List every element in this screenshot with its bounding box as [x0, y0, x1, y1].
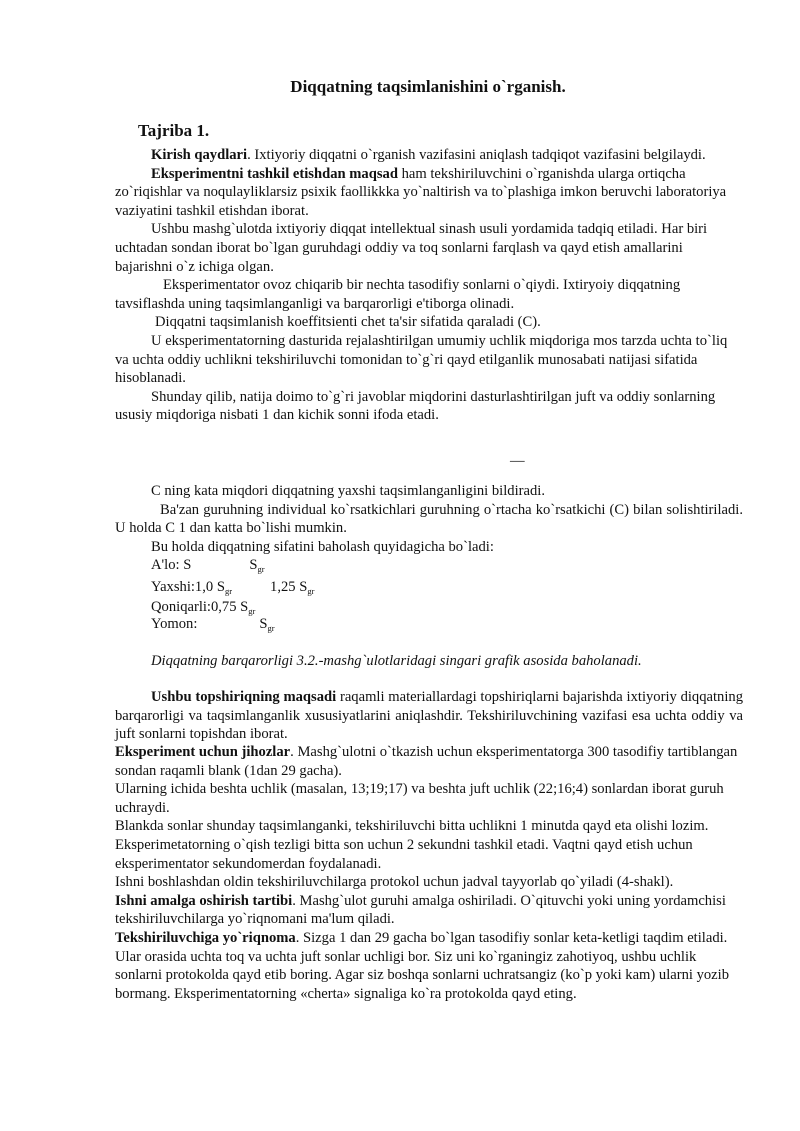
paragraph-calculation: U eksperimentatorning dasturida rejalashtirilgan umumiy uchlik miqdoriga mos tarzda uchta to`liq va uchta oddiy uchlikni tekshiriluvchi tomonidan to`g`ri qayd etilganlik munosabati natijasi sifatida hisoblanadi.	[115, 332, 728, 387]
paragraph-lead: Ushbu topshiriqning maqsadi	[151, 689, 337, 705]
grade-label: Qoniqarli:0,75 S	[151, 599, 249, 615]
paragraph-task-goal	[115, 688, 743, 744]
italic-note: Diqqatning barqarorligi 3.2.-mashg`ulotlaridagi singari grafik asosida baholanadi.	[151, 653, 642, 669]
grade-subscript: gr	[267, 623, 275, 633]
paragraph-text: . Mashg`ulot guruhi amalga oshiriladi. O`qituvchi yoki uning yordamchisi tekshiriluvchilarga yo`riqnomani ma'lum qiladi.	[115, 892, 726, 928]
paragraph-goal	[115, 165, 743, 221]
paragraph-equipment	[115, 743, 743, 780]
grade-label: A'lo: S	[151, 557, 192, 573]
paragraph-lead: Eksperimentni tashkil etishdan maqsad	[151, 165, 398, 182]
intro-section	[115, 146, 743, 425]
paragraph-instruction	[115, 929, 743, 1003]
paragraph-coefficient: Diqqatni taqsimlanish koeffitsienti chet ta'sir sifatida qaraladi (C).	[155, 314, 541, 331]
grade-label: Yomon:	[151, 616, 198, 632]
paragraph-protocol: Ishni boshlashdan oldin tekshiriluvchilarga protokol uchun jadval tayyorlab qo`yiladi (4-shakl).	[115, 874, 674, 891]
formula-placeholder: —	[510, 453, 525, 469]
grade-subscript: gr	[248, 606, 256, 616]
paragraph-text: ham tekshiriluvchini o`rganishda ularga ortiqcha zo`riqishlar va noqulayliklarsiz psixik faollikkka yo`naltirish va to`plashiga imkon beruvchi laboratoriya vaziyatini tashkil etishdan iborat.	[115, 165, 727, 219]
paragraph-lead: Kirish qaydlari	[151, 147, 248, 163]
paragraph-lead: Tekshiriluvchiga yo`riqnoma	[115, 929, 296, 946]
procedure-section	[115, 743, 743, 1003]
paragraph-text: . Ixtiyoriy diqqatni o`rganish vazifasini aniqlash tadqiqot vazifasini belgilaydi.	[247, 147, 706, 163]
task-section	[115, 688, 743, 744]
paragraph-intro	[115, 146, 743, 165]
paragraph-lead: Eksperiment uchun jihozlar	[115, 744, 291, 760]
grade-excellent	[151, 556, 265, 579]
paragraph-text: . Sizga 1 dan 29 gacha bo`lgan tasodifiy sonlar keta-ketligi taqdim etiladi. Ular orasida uchta toq va uchta juft sonlar uchligi bor. Siz uni ko`rganingiz zahotiyoq, ushbu uchlik sonlarni protokolda qayd etib boring. Agar siz boshqa sonlarni uchratsangiz (ko`p yoki kam) ularni yozib bormang. Eksperimentatorning «cherta» signaliga ko`ra protokolda qayd eting.	[115, 929, 730, 1002]
paragraph-order	[115, 892, 743, 929]
paragraph-text: raqamli materiallardagi topshiriqlarni bajarishda ixtiyoriy diqqatning barqarorligi va taqsimlanganlik xususiyatlarini aniqlashdir. Tekshiriluvchining vazifasi esa uchta oddiy va juft sonlarni topishdan iborat.	[115, 689, 743, 743]
paragraph-experimenter: Eksperimentator ovoz chiqarib bir nechta tasodifiy sonlarni o`qiydi. Ixtiryoiy diqqatning tavsiflashda uning taqsimlanganligi va barqarorligi e'tiborga olinadi.	[115, 277, 681, 312]
paragraph-result: Shunday qilib, natija doimo to`g`ri javoblar miqdorini dasturlashtirilgan juft va oddiy sonlarning ususiy miqdoriga nisbati 1 dan kichik sonni ifoda etadi.	[115, 388, 716, 424]
page-title: Diqqatning taqsimlanishini o`rganish.	[290, 77, 566, 96]
grade-label: Yaxshi:1,0 S	[151, 579, 225, 595]
paragraph-groups: Ularning ichida beshta uchlik (masalan, 13;19;17) va beshta juft uchlik (22;16;4) sonlardan iborat guruh uchraydi.	[115, 781, 724, 816]
paragraph-comparison: Ba'zan guruhning individual ko`rsatkichlari guruhning o`rtacha ko`rsatkichi (C) bilan solishtiriladi. U holda C 1 dan katta bo`lishi mumkin.	[115, 501, 743, 537]
paragraph-lead: Ishni amalga oshirish tartibi	[115, 892, 293, 909]
paragraph-method: Ushbu mashg`ulotda ixtiyoriy diqqat intellektual sinash usuli yordamida tadqiq etiladi. Har biri uchtadan sondan iborat bo`lgan guruhdagi oddiy va toq sonlarni farqlash va qayd etish amallarini bajarishni o`z ichiga olgan.	[115, 221, 708, 275]
evaluation-section	[115, 482, 743, 556]
paragraph-c-meaning: C ning kata miqdori diqqatning yaxshi taqsimlanganligini bildiradi.	[151, 483, 545, 499]
grade-subscript: gr	[224, 586, 233, 596]
grade-poor	[151, 615, 275, 638]
section-heading: Tajriba 1.	[138, 121, 210, 140]
paragraph-text: . Mashg`ulotni o`tkazish uchun eksperimentatorga 300 tasodifiy tartiblangan sondan raqamli blank (1dan 29 gacha).	[115, 744, 738, 779]
grade-upper: 1,25 S	[270, 579, 308, 595]
grade-subscript: gr	[307, 586, 315, 596]
paragraph-blank: Blankda sonlar shunday taqsimlanganki, tekshiriluvchi bitta uchlikni 1 minutda qayd eta olishi lozim. Eksperimetatorning o`qish tezligi bitta son uchun 2 sekundni tashkil etadi. Vaqtni qayd etish uchun eksperimentator sekundomerdan foydalanadi.	[115, 818, 709, 872]
grade-symbol: S	[259, 616, 268, 632]
grade-symbol: S	[249, 557, 258, 573]
paragraph-grading-intro: Bu holda diqqatning sifatini baholash quyidagicha bo`ladi:	[151, 538, 494, 555]
grade-subscript: gr	[257, 564, 265, 574]
